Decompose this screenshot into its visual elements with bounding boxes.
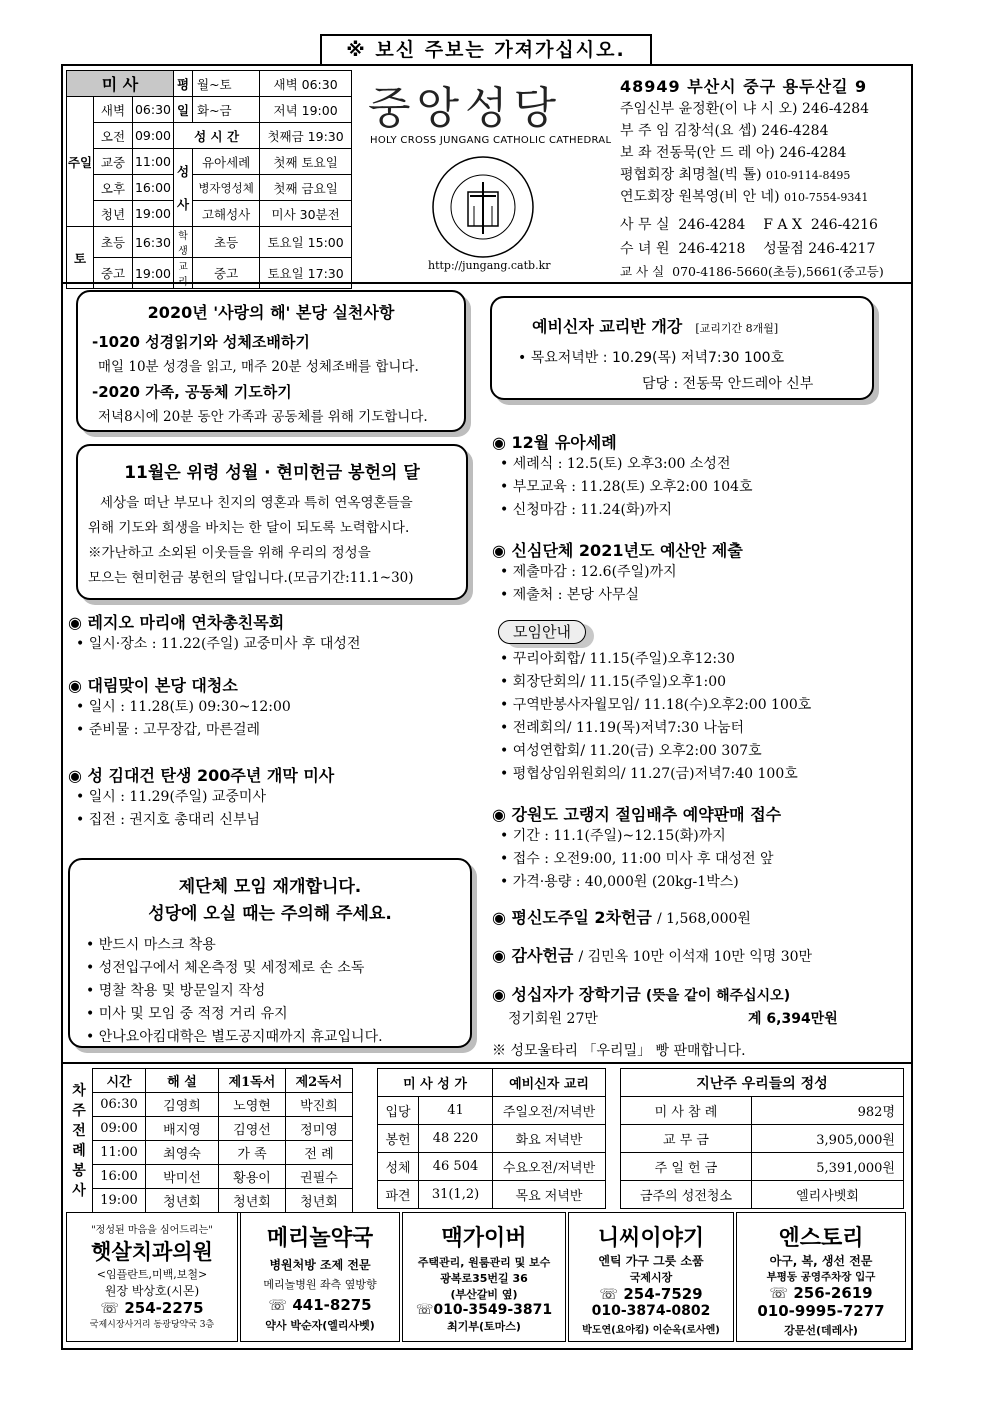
table-row: 09:00 배지영 김영선 정미영	[66, 1117, 353, 1141]
catechumen-title: 예비신자 교리반 개강	[532, 317, 683, 336]
table-header: 제2독서	[286, 1069, 353, 1093]
list-item: • 기간 : 11.1(주일)~12.15(화)까지	[500, 828, 726, 844]
practice-text: 매일 10분 성경을 읽고, 매주 20분 성체조배를 합니다.	[98, 359, 419, 375]
office-row: 수 녀 원 246-4218 성물점 246-4217	[620, 241, 876, 257]
list-item: • 준비물 : 고무장갑, 마른걸레	[76, 722, 260, 738]
cleaning-section	[68, 673, 478, 742]
office-row: 사 무 실 246-4284 F A X 246-4216	[620, 217, 878, 233]
laity-title: ◉ 평신도주일 2차헌금	[492, 908, 652, 927]
office-list	[620, 214, 910, 286]
mass-name: 청년	[94, 201, 133, 227]
meetings-label: 모임안내	[498, 620, 586, 644]
budget-title: ◉ 신심단체 2021년도 예산안 제출	[492, 541, 743, 560]
scholarship-title: ◉ 성십자가 장학기금	[492, 985, 641, 1004]
table-row: 16:00 박미선 황용이 권필수	[66, 1165, 353, 1189]
student-label: 학생	[174, 227, 193, 258]
list-item: • 회장단회의/ 11.15(주일)오후1:00	[500, 674, 727, 690]
church-english-name: HOLY CROSS JUNGANG CATHOLIC CATHEDRAL	[370, 135, 612, 146]
catechumen-line: • 목요저녁반 : 10.29(목) 저녁7:30 100호	[518, 350, 785, 366]
sacrament-name: 고해성사	[193, 201, 260, 227]
weekday-label-2: 일	[174, 97, 193, 123]
header-divider	[61, 282, 913, 284]
baptism-title: ◉ 12월 유아세례	[492, 433, 617, 452]
table-row: 주 일 헌 금 5,391,000원	[621, 1153, 904, 1181]
weekday-day: 화~금	[193, 97, 260, 123]
sacrament-desc: 첫째 금요일	[260, 175, 352, 201]
mass-header: 미 사	[67, 71, 174, 97]
ad-macgyver: 맥가이버 주택관리, 원룸관리 및 보수 광복로35번길 36 (부산갈비 옆) ☏010-3549-3871 최기부(토마스)	[402, 1212, 566, 1342]
staff-list	[620, 98, 910, 208]
scholarship-note: (뜻을 같이 해주십시오)	[645, 988, 791, 1004]
staff-row: 주임신부 윤정환(이 냐 시 오) 246-4284	[620, 101, 870, 117]
catechumen-period: [교리기간 8개월]	[695, 322, 779, 335]
practice-text: 저녁8시에 20분 동안 가족과 공동체를 위해 기도합니다.	[98, 409, 428, 425]
november-box	[76, 444, 468, 600]
office-row: 교 사 실 070-4186-5660(초등),5661(중고등)	[620, 264, 884, 279]
mass-time: 16:00	[133, 175, 174, 201]
staff-row: 부 주 임 김창석(요 셉) 246-4284	[620, 123, 829, 139]
student-desc: 토요일 15:00	[260, 227, 352, 258]
church-address: 48949 부산시 중구 용두산길 9	[620, 77, 868, 96]
laity-offering	[492, 905, 902, 928]
legio-section	[68, 610, 478, 656]
list-item: • 제출처 : 본당 사무실	[500, 587, 639, 603]
ad-nstory: 엔스토리 아구, 복, 생선 전문 부평동 공영주차장 입구 ☏ 256-2619 010-9995-7277 강문선(데레사)	[736, 1212, 906, 1342]
sacrament-name: 병자영성체	[193, 175, 260, 201]
offering-title: 지난주 우리들의 정성	[621, 1069, 904, 1097]
list-item: • 안나요아킴대학은 별도공지때까지 휴교입니다.	[86, 1029, 383, 1045]
mass-name: 오전	[94, 123, 133, 149]
list-item: • 제출마감 : 12.6(주일)까지	[500, 564, 677, 580]
take-home-banner: ※ 보신 주보는 가져가십시오.	[320, 34, 652, 66]
kimdaegun-section	[68, 763, 478, 832]
practice-title: 2020년 '사랑의 해' 본당 실천사항	[147, 303, 395, 322]
service-side-label: 차 주 전 례 봉 사	[72, 1082, 86, 1199]
table-row: 19:00 청년회 청년회 청년회	[66, 1189, 353, 1213]
weekday-day: 월~토	[197, 76, 232, 92]
list-item: • 일시 : 11.29(주일) 교중미사	[76, 789, 266, 805]
kimdaegun-title: ◉ 성 김대건 탄생 200주년 개막 미사	[68, 766, 335, 785]
staff-row: 보 좌 전동묵(안 드 레 아) 246-4284	[620, 145, 847, 161]
thanks-value: / 김민옥 10만 이석재 10만 익명 30만	[578, 949, 813, 965]
list-item: • 반드시 마스크 착용	[86, 937, 216, 953]
mass-name: 초등	[94, 227, 133, 258]
mass-time: 09:00	[133, 123, 174, 149]
table-row: 성체 46 504 수요오전/저녁반	[378, 1153, 606, 1181]
ad-pharmacy: 메리놀약국 병원처방 조제 전문 메리놀병원 좌측 옆방향 ☏ 441-8275 약사 박순자(엘리사벳)	[240, 1212, 400, 1342]
staff-row: 연도회장 원복영(비 안 네) 010-7554-9341	[620, 189, 869, 205]
student-desc: 토요일 17:30	[260, 258, 352, 289]
practice-box	[76, 290, 466, 432]
bread-notice: ※ 성모울타리 「우리밀」 빵 판매합니다.	[492, 1043, 746, 1059]
list-item: • 일시·장소 : 11.22(주일) 교중미사 후 대성전	[76, 636, 361, 652]
list-item: • 가격·용량 : 40,000원 (20kg-1박스)	[500, 874, 739, 890]
cabbage-title: ◉ 강원도 고랭지 절임배추 예약판매 접수	[492, 805, 782, 824]
list-item: • 구역반봉사자월모임/ 11.18(수)오후2:00 100호	[500, 697, 812, 713]
student-name: 중고	[193, 258, 260, 289]
list-item: • 접수 : 오전9:00, 11:00 미사 후 대성전 앞	[500, 851, 774, 867]
list-item: • 전례회의/ 11.19(목)저녁7:30 나눔터	[500, 720, 745, 736]
list-item: • 부모교육 : 11.28(토) 오후2:00 104호	[500, 479, 753, 495]
weekday-desc: 새벽 06:30	[260, 71, 352, 97]
mass-name: 오후	[94, 175, 133, 201]
list-item: • 여성연합회/ 11.20(금) 오후2:00 307호	[500, 743, 762, 759]
scholarship-section	[492, 982, 902, 1028]
list-item: • 명찰 착용 및 방문일지 작성	[86, 983, 266, 999]
mass-name: 교중	[94, 149, 133, 175]
sunday-label: 주일	[67, 97, 94, 227]
november-line: 세상을 떠난 부모나 친지의 영혼과 특히 연옥영혼들을	[100, 495, 413, 511]
table-row: 금주의 성전청소 엘리사벳회	[621, 1181, 904, 1209]
table-row: 미 사 참 례 982명	[621, 1097, 904, 1125]
practice-heading: -1020 성경읽기와 성체조배하기	[92, 333, 310, 351]
sacrament-name: 유아세례	[193, 149, 260, 175]
groups-subtitle: 성당에 오실 때는 주의해 주세요.	[148, 904, 392, 924]
sacrament-desc: 첫째 토요일	[260, 149, 352, 175]
practice-heading: -2020 가족, 공동체 기도하기	[92, 383, 292, 401]
thanks-offering	[492, 943, 902, 966]
ad-nissi: 니씨이야기 엔틱 가구 그릇 소품 국제시장 ☏ 254-7529 010-3874-0802 박도연(요아킴) 이순옥(로사엔)	[568, 1212, 734, 1342]
holy-hour-label: 성 시 간	[174, 123, 260, 149]
legio-title: ◉ 레지오 마리애 연차총친목회	[68, 613, 285, 632]
choir-table	[377, 1068, 606, 1209]
sacrament-desc: 미사 30분전	[260, 201, 352, 227]
table-header: 제1독서	[219, 1069, 286, 1093]
mass-name: 중고	[94, 258, 133, 289]
sacrament-label: 성	[176, 164, 190, 179]
table-row: 06:30 김영희 노영현 박진희	[66, 1093, 353, 1117]
budget-section	[492, 538, 902, 607]
table-header: 해 설	[146, 1069, 219, 1093]
list-item: • 집전 : 권지호 총대리 신부님	[76, 812, 260, 828]
mass-schedule-table	[66, 70, 352, 289]
student-name: 초등	[193, 227, 260, 258]
mass-time: 19:00	[133, 201, 174, 227]
list-item: • 세례식 : 12.5(토) 오후3:00 소성전	[500, 456, 731, 472]
service-table	[66, 1068, 353, 1213]
church-title: 중앙성당	[368, 83, 563, 134]
scholarship-members: 정기회원 27만	[508, 1011, 598, 1027]
list-item: • 성전입구에서 체온측정 및 세정제로 손 소독	[86, 960, 365, 976]
bottom-divider	[61, 1062, 913, 1064]
catechumen-teacher: 담당 : 전동묵 안드레아 신부	[642, 376, 814, 392]
thanks-title: ◉ 감사헌금	[492, 946, 574, 965]
list-item: • 신청마감 : 11.24(화)까지	[500, 502, 672, 518]
list-item: • 꾸리아회합/ 11.15(주일)오후12:30	[500, 651, 735, 667]
november-title: 11월은 위령 성월 · 현미헌금 봉헌의 달	[124, 463, 420, 483]
groups-box	[68, 858, 472, 1048]
church-url: http://jungang.catb.kr	[428, 259, 551, 272]
church-seal-icon	[430, 154, 536, 264]
table-header: 시간	[93, 1069, 146, 1093]
offering-table	[620, 1068, 904, 1209]
meetings-section	[492, 648, 902, 786]
table-row: 파견 31(1,2) 목요 저녁반	[378, 1181, 606, 1209]
weekday-desc: 저녁 19:00	[260, 97, 352, 123]
mass-time: 06:30	[133, 97, 174, 123]
student-label: 교리	[174, 258, 193, 289]
scholarship-total: 계 6,394만원	[748, 1011, 838, 1027]
saturday-label: 토	[67, 227, 94, 289]
mass-time: 11:00	[133, 149, 174, 175]
mass-time: 19:00	[133, 258, 174, 289]
sacrament-label: 사	[176, 197, 190, 212]
baptism-section	[492, 430, 902, 522]
catechumen-box	[490, 296, 874, 400]
table-row: 봉헌 48 220 화요 저녁반	[378, 1125, 606, 1153]
list-item: • 미사 및 모임 중 적정 거리 유지	[86, 1006, 288, 1022]
list-item: • 평협상임위원회의/ 11.27(금)저녁7:40 100호	[500, 766, 798, 782]
cleaning-title: ◉ 대림맞이 본당 대청소	[68, 676, 238, 695]
weekday-label: 평	[174, 71, 193, 97]
table-row: 11:00 최영숙 가 족 전 례	[66, 1141, 353, 1165]
cabbage-section	[492, 802, 902, 894]
holy-hour-desc: 첫째금 19:30	[260, 123, 352, 149]
table-row: 교 무 금 3,905,000원	[621, 1125, 904, 1153]
staff-row: 평협회장 최명철(빅 톨) 010-9114-8495	[620, 167, 851, 183]
table-header: 미 사 성 가	[378, 1069, 493, 1097]
november-line: ※가난하고 소외된 이웃들을 위해 우리의 정성을	[88, 545, 371, 561]
list-item: • 일시 : 11.28(토) 09:30~12:00	[76, 699, 291, 715]
mass-time: 16:30	[133, 227, 174, 258]
november-line: 위해 기도와 희생을 바치는 한 달이 되도록 노력합시다.	[88, 520, 410, 536]
mass-name: 새벽	[94, 97, 133, 123]
november-line: 모으는 현미헌금 봉헌의 달입니다.(모금기간:11.1~30)	[88, 570, 414, 586]
groups-title: 제단체 모임 재개합니다.	[178, 877, 362, 897]
ad-dental: "정성된 마음을 심어드리는" 햇살치과의원 <임플란트,미백,보철> 원장 박상호(시몬) ☏ 254-2275 국제시장사거리 동광당약국 3층	[66, 1212, 238, 1342]
table-header: 예비신자 교리	[493, 1069, 606, 1097]
laity-value: / 1,568,000원	[656, 911, 751, 927]
table-row: 입당 41 주일오전/저녁반	[378, 1097, 606, 1125]
